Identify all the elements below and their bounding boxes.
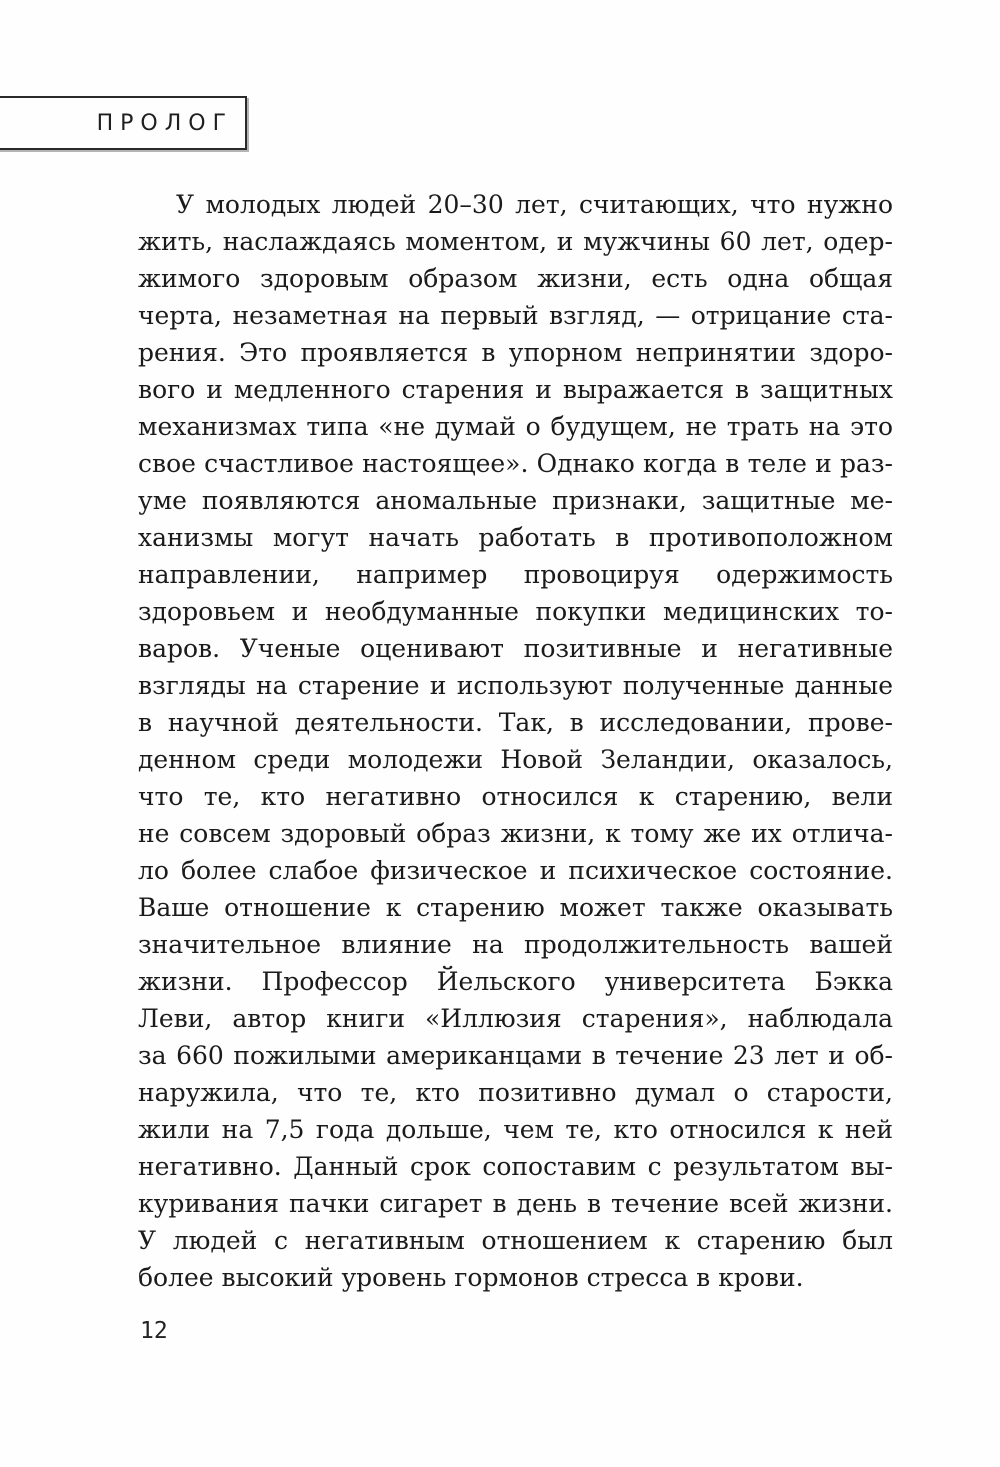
text-line: варов. Ученые оценивают позитивные и негативные <box>138 634 893 663</box>
chapter-header-box <box>0 96 247 150</box>
text-line: наружила, что те, кто позитивно думал о старости, <box>138 1078 893 1107</box>
text-line: более высокий уровень гормонов стресса в крови. <box>138 1263 804 1292</box>
text-line: жимого здоровым образом жизни, есть одна общая <box>138 264 893 293</box>
text-line: жизни. Профессор Йельского университета Бэкка <box>138 967 893 996</box>
text-line: рения. Это проявляется в упорном непринятии здоро- <box>138 338 893 367</box>
body-text <box>138 186 893 1296</box>
text-line: направлении, например провоцируя одержимость <box>138 560 893 589</box>
text-line: жить, наслаждаясь моментом, и мужчины 60 лет, одер- <box>138 227 893 256</box>
text-line: здоровьем и необдуманные покупки медицинских то- <box>138 597 893 626</box>
text-line: не совсем здоровый образ жизни, к тому же их отлича- <box>138 819 893 848</box>
text-line: куривания пачки сигарет в день в течение всей жизни. <box>138 1189 893 1218</box>
text-line: ло более слабое физическое и психическое состояние. <box>138 856 893 885</box>
text-line: У людей с негативным отношением к старению был <box>138 1226 893 1255</box>
text-line: в научной деятельности. Так, в исследовании, прове- <box>138 708 893 737</box>
text-line: уме появляются аномальные признаки, защитные ме- <box>138 486 893 515</box>
chapter-title: ПРОЛОГ <box>96 110 233 136</box>
text-line: вого и медленного старения и выражается в защитных <box>138 375 893 404</box>
text-line: Ваше отношение к старению может также оказывать <box>138 893 893 922</box>
text-line: взгляды на старение и используют полученные данные <box>138 671 893 700</box>
text-line: свое счастливое настоящее». Однако когда в теле и раз- <box>138 449 893 478</box>
text-line: негативно. Данный срок сопоставим с результатом вы- <box>138 1152 893 1181</box>
text-line: значительное влияние на продолжительность вашей <box>138 930 893 959</box>
text-line: что те, кто негативно относился к старению, вели <box>138 782 893 811</box>
text-line: ханизмы могут начать работать в противоположном <box>138 523 893 552</box>
text-line: денном среди молодежи Новой Зеландии, оказалось, <box>138 745 893 774</box>
text-line: механизмах типа «не думай о будущем, не трать на это <box>138 412 893 441</box>
text-line: черта, незаметная на первый взгляд, — отрицание ста- <box>138 301 893 330</box>
text-line: Леви, автор книги «Иллюзия старения», наблюдала <box>138 1004 893 1033</box>
text-line: У молодых людей 20–30 лет, считающих, что нужно <box>176 190 893 219</box>
page-number: 12 <box>140 1318 168 1344</box>
text-line: жили на 7,5 года дольше, чем те, кто относился к ней <box>138 1115 893 1144</box>
text-line: за 660 пожилыми американцами в течение 23 лет и об- <box>138 1041 893 1070</box>
